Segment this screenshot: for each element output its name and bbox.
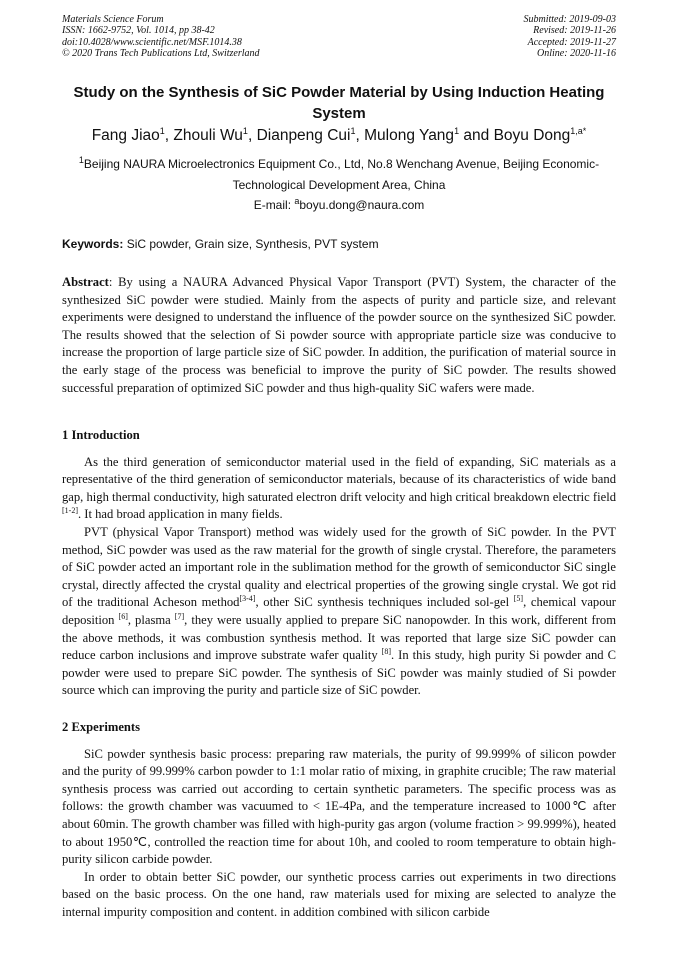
journal-name: Materials Science Forum: [62, 14, 164, 25]
revised-date: Revised: 2019-11-26: [533, 25, 616, 37]
author-affil-mark: 1: [159, 125, 165, 136]
citation[interactable]: [3-4]: [239, 594, 256, 604]
dates-info: [524, 14, 617, 60]
abstract-text: : By using a NAURA Advanced Physical Vapor Transport (PVT) System, the character of the synthesized SiC powder were studied. Mainly from the aspects of purity and particle size, and relevant experiments were designed to understand the influence of the powder source on the synthesized SiC powder. The results showed that the selection of Si powder source with appropriate particle size was conducive to increase the proportion of large particle size of SiC powder. In addition, the purification of material source in the early stage of the process was beneficial to improve the purity of SiC powder. The results showed successful preparation of optimized SiC powder and thus high-quality SiC wafers were made.: [62, 275, 616, 395]
copyright-line: © 2020 Trans Tech Publications Ltd, Switzerland: [62, 48, 260, 60]
author-name: Zhouli Wu: [173, 127, 243, 144]
section-experiments: [62, 719, 616, 922]
text-run: PVT (physical Vapor Transport) method was widely used for the growth of SiC powder. In the PVT method, SiC powder was used as the raw material for the growth of single crystal. Therefore, the parameters of SiC powder acted an important role in the sublimation method for the growth of semiconductor SiC single crystal, directly affected the crystal quality and electrical properties of the growing single crystal. We got rid of the traditional Acheson method: [62, 524, 616, 610]
author-affil-mark: 1: [350, 125, 356, 136]
keywords-label: Keywords:: [62, 237, 124, 251]
accepted-date: Accepted: 2019-11-27: [527, 36, 616, 48]
citation[interactable]: [6]: [118, 611, 128, 621]
doi-line[interactable]: doi:10.4028/www.scientific.net/MSF.1014.38: [62, 36, 242, 48]
abstract-label: Abstract: [62, 275, 109, 289]
text-run: As the third generation of semiconductor material used in the field of expanding, SiC materials as a representative of the third generation of semiconductor materials, because of its characteristics of wide band gap, high thermal conductivity, high saturated electron drift velocity and high critical breakdown electric field: [62, 454, 616, 504]
text-run: . In this study, high purity Si powder and C powder were used to prepare SiC powder. The synthesis of SiC powder was mainly studied of Si powder source which can improving the purity and particle size of SiC powder.: [62, 648, 616, 698]
section-heading: 1 Introduction: [62, 428, 140, 442]
section-heading: 2 Experiments: [62, 720, 141, 734]
section-introduction: [62, 427, 616, 700]
text-run: , other SiC synthesis techniques included sol-gel: [255, 595, 514, 610]
author-affil-mark: 1: [454, 125, 460, 136]
author-sep: ,: [164, 127, 174, 144]
submitted-date: Submitted: 2019-09-03: [523, 14, 616, 25]
experiments-paragraph-1: SiC powder synthesis basic process: preparing raw materials, the purity of 99.999% of silicon powder and the purity of 99.999% carbon powder to 1:1 molar ratio of mixing, in graphite crucible; The raw material synthesis process was carried out according to certain synthetic parameters. The specific process was as follows: the growth chamber was vacuumed to < 1E-4Pa, and the temperature increased to 1000℃ after about 60min. The growth chamber was filled with high-purity gas argon (volume fraction > 99.999%), heated to about 1950℃, controlled the reaction time for about 10h, and cooled to room temperature to obtain high-purity silicon carbide powder.: [62, 746, 616, 867]
email-mark: a: [294, 196, 300, 206]
text-run: . It had broad application in many fields.: [78, 507, 283, 522]
email-label: E-mail:: [253, 198, 295, 212]
author-name: Mulong Yang: [364, 127, 455, 144]
citation[interactable]: [1-2]: [62, 506, 78, 516]
text-run: , they were usually applied to prepare SiC nanopowder. In this work, different from the above methods, it was combustion synthesis method. It was reported that large size SiC powder can reduce carbon inclusions and improve substrate wafer quality: [62, 612, 617, 663]
author-name: Fang Jiao: [91, 127, 160, 144]
citation[interactable]: [8]: [381, 646, 391, 656]
author-sep: ,: [247, 127, 257, 144]
author-affil-mark: 1,a*: [570, 125, 587, 136]
email-line: [62, 198, 616, 212]
author-name: Boyu Dong: [493, 127, 571, 144]
intro-paragraph-1: [62, 454, 616, 524]
author-affil-mark: 1: [242, 125, 248, 136]
email-address[interactable]: boyu.dong@naura.com: [299, 198, 425, 212]
author-name: Dianpeng Cui: [256, 127, 351, 144]
keywords-text: SiC powder, Grain size, Synthesis, PVT system: [123, 237, 379, 251]
abstract: [62, 274, 616, 397]
affiliation-text: Beijing NAURA Microelectronics Equipment Co., Ltd, No.8 Wenchang Avenue, Beijing Economic-Technological Development Area, China: [83, 157, 600, 192]
issn-line: ISSN: 1662-9752, Vol. 1014, pp 38-42: [62, 25, 215, 37]
author-sep: and: [459, 127, 494, 144]
online-date: Online: 2020-11-16: [537, 48, 616, 60]
affiliation-mark: 1: [78, 155, 84, 165]
keywords: [62, 237, 616, 251]
author-sep: ,: [355, 127, 365, 144]
text-run: , chemical vapour deposition: [62, 595, 617, 627]
intro-paragraph-2: [62, 524, 616, 700]
citation[interactable]: [5]: [513, 594, 524, 604]
journal-info: [62, 14, 260, 60]
text-run: , plasma: [127, 612, 175, 627]
affiliation: [62, 154, 616, 196]
paper-title: Study on the Synthesis of SiC Powder Material by Using Induction Heating System: [73, 84, 605, 122]
citation[interactable]: [7]: [174, 611, 185, 621]
experiments-paragraph-2: In order to obtain better SiC powder, our synthetic process carries out experiments in two directions based on the basic process. On the one hand, raw materials used for mixing are selected to analyze the internal impurity composition and content. in addition combined with silicon carbide: [62, 869, 616, 919]
author-list: [40, 127, 638, 145]
